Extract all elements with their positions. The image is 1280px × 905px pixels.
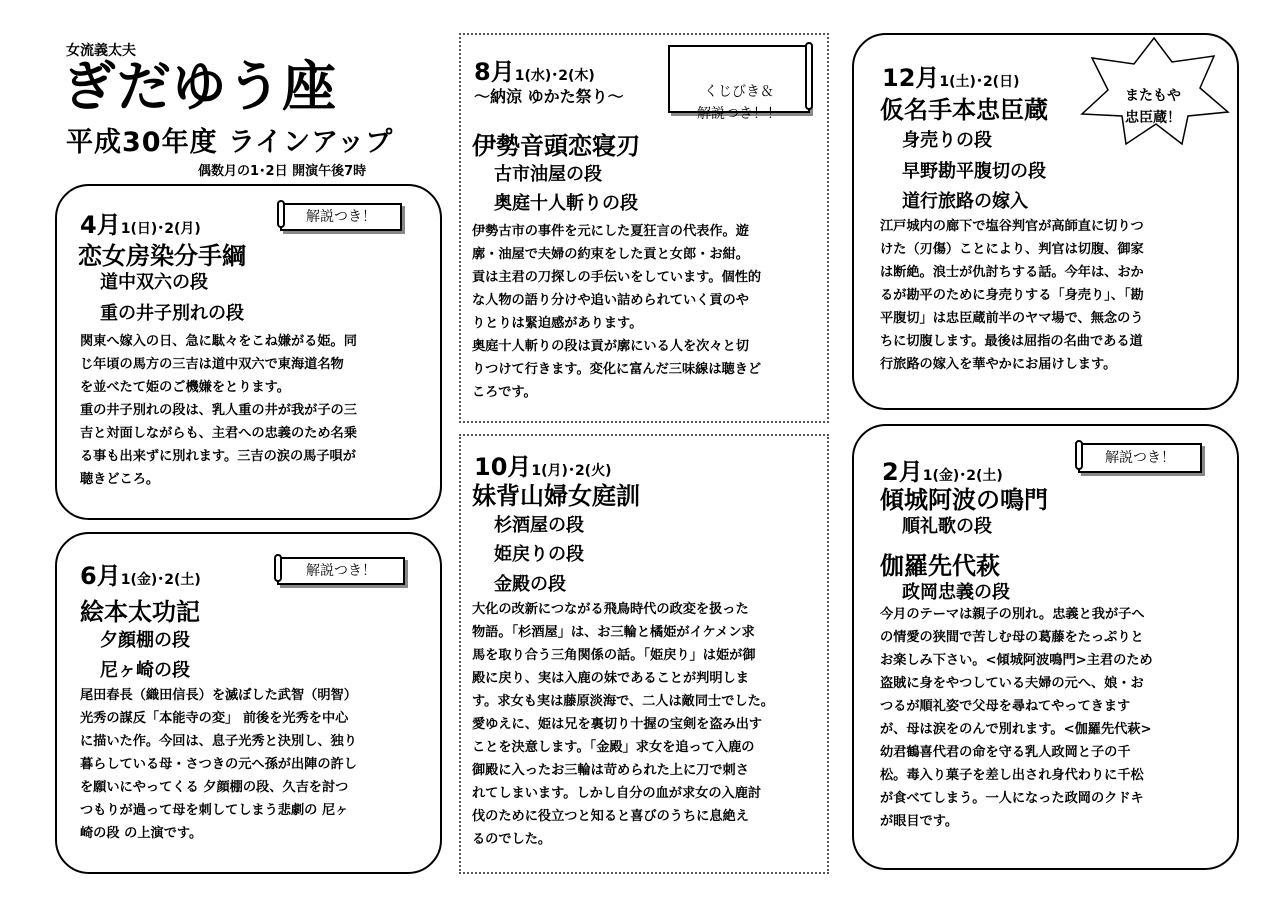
february-days: 1(金)･2(土) (922, 468, 1003, 484)
april-days: 1(日)･2(月) (120, 221, 201, 237)
august-scene-1: 古市油屋の段 (494, 164, 602, 185)
october-days: 1(月)･2(火) (531, 463, 612, 479)
october-scene-2: 姫戻りの段 (494, 544, 584, 565)
august-scene-2: 奥庭十人斬りの段 (494, 193, 638, 214)
february-commentary-tag (1078, 443, 1202, 473)
june-description: 尾田春長（織田信長）を滅ぼした武智（明智） 光秀の謀反「本能寺の変」 前後を光秀を中心 に描いた作。今回は、息子光秀と決別し、独り 暮らしている母・さつきの元へ孫が出陣の許し を願いにやってくる 夕顔棚の段、久吉を討つ つもりが過って母を刺してしまう悲劇の 尼ヶ 崎の段 の上演です。 (80, 688, 357, 841)
june-days: 1(金)･2(土) (120, 572, 201, 588)
february-description: 今月のテーマは親子の別れ。忠義と我が子へ の情愛の狭間で苦しむ母の葛藤をたっぷりと お楽しみ下さい。<傾城阿波鳴門>主君のため 盗賊に身をやつしている夫婦の元へ、娘・お つるが順礼姿で父母を尋ねてやってきます が、母は涙をのんで別れます。<伽羅先代萩> 幼君鶴喜代君の命を守る乳人政岡と子の千 松。毒入り菓子を差し出され身代わりに千松 が食べてしまう。一人になった政岡のクドキ が眼目です。 (880, 607, 1153, 829)
june-commentary-tag (277, 557, 405, 585)
february-play-title-1: 傾城阿波の鳴門 (880, 485, 1048, 514)
february-scene-1: 順礼歌の段 (902, 516, 992, 537)
june-scene-1: 夕顔棚の段 (100, 630, 190, 651)
december-days: 1(土)･2(日) (939, 74, 1020, 90)
season-lineup-title: 平成30年度 ラインアップ (66, 127, 394, 158)
october-description: 大化の改新につながる飛鳥時代の政変を扱った 物語。「杉酒屋」は、お三輪と橘姫がイケメン求 馬を取り合う三角関係の話。「姫戻り」は姫が御 殿に戻り、実は入鹿の妹であることが判明しま す。求女も実は藤原淡海で、二人は敵同士でした。 愛ゆえに、姫は兄を裏切り十握の宝剣を盗み出す ことを決意します。「金殿」求女を追って入鹿の 御殿に入ったお三輪は苛められた上に刀で刺さ れてしまいます。しかし自分の血が求女の入鹿討 伐のために役立つと知ると喜びのうちに息絶え るのでした。 (472, 602, 774, 847)
october-play-title: 妹背山婦女庭訓 (472, 481, 640, 510)
december-scene-1: 身売りの段 (902, 130, 992, 151)
february-play-title-2: 伽羅先代萩 (880, 551, 1000, 580)
june-month: 6月 (80, 562, 121, 590)
june-month-date (80, 556, 201, 591)
december-scene-3: 道行旅路の嫁入 (902, 191, 1028, 212)
october-scene-3: 金殿の段 (494, 574, 566, 595)
august-lottery-commentary-tag (668, 45, 810, 122)
troupe-title: ぎだゆう座 (62, 55, 337, 118)
october-month: 10月 (474, 453, 532, 481)
december-month: 12月 (882, 64, 940, 92)
august-month: 8月 (474, 58, 515, 86)
august-play-title: 伊勢音頭恋寝刃 (472, 131, 640, 160)
december-scene-2: 早野勘平腹切の段 (902, 161, 1046, 182)
schedule-note: 偶数月の1･2日 開演午後7時 (198, 164, 367, 179)
october-scene-1: 杉酒屋の段 (494, 515, 584, 536)
august-month-date (474, 52, 595, 87)
february-scene-2: 政岡忠義の段 (902, 582, 1010, 603)
troupe-subtitle: 女流義太夫 (66, 43, 136, 59)
august-theme: ～納涼 ゆかた祭り～ (474, 87, 624, 106)
june-scene-2: 尼ヶ崎の段 (100, 660, 190, 681)
april-month-date (80, 205, 201, 240)
december-play-title: 仮名手本忠臣蔵 (880, 95, 1048, 124)
april-scene-2: 重の井子別れの段 (100, 303, 244, 324)
april-month: 4月 (80, 211, 121, 239)
august-days: 1(水)･2(木) (514, 68, 595, 84)
june-play-title: 絵本太功記 (80, 597, 200, 626)
august-tag-text: くじびき＆ 解説つき！！ (697, 84, 781, 122)
june-tag-text: 解説つき！ (306, 563, 376, 579)
april-scene-1: 道中双六の段 (100, 272, 208, 293)
april-tag-text: 解説つき！ (306, 209, 376, 225)
april-play-title: 恋女房染分手綱 (78, 241, 246, 270)
december-star-text (1106, 63, 1200, 129)
april-description: 関東へ嫁入の日、急に駄々をこね嫌がる姫。同 じ年頃の馬方の三吉は道中双六で東海道名物 を並べたて姫のご機嫌をとります。 重の井子別れの段は、乳人重の井が我が子の三 吉と対面しながらも、主君への忠義のため名乗 る事も出来ずに別れます。三吉の涙の馬子唄が 聴きどころ。 (80, 334, 357, 487)
december-star-label: またもや 忠臣蔵！ (1125, 88, 1181, 126)
february-tag-text: 解説つき！ (1105, 450, 1175, 466)
february-month: 2月 (882, 458, 923, 486)
december-month-date (882, 58, 1019, 93)
april-commentary-tag (280, 203, 402, 231)
august-description: 伊勢古市の事件を元にした夏狂言の代表作。遊 廓・油屋で夫婦の約束をした貢と女郎・お紺。 貢は主君の刀探しの手伝いをしています。個性的 な人物の語り分けや追い詰められていく貢のや りとりは緊迫感があります。 奥庭十人斬りの段は貢が廓にいる人を次々と切 りつけて行きます。変化に富んだ三味線は聴きど ころです。 (472, 224, 762, 400)
december-description: 江戸城内の廊下で塩谷判官が高師直に切りつ けた（刃傷）ことにより、判官は切腹、御家 は断絶。浪士が仇討ちする話。今年は、おか るが勘平のために身売りする「身売り」、「勘 平腹切」は忠臣蔵前半のヤマ場で、無念のう ちに切腹します。最後は屈指の名曲である道 行旅路の嫁入を華やかにお届けします。 (880, 219, 1144, 372)
